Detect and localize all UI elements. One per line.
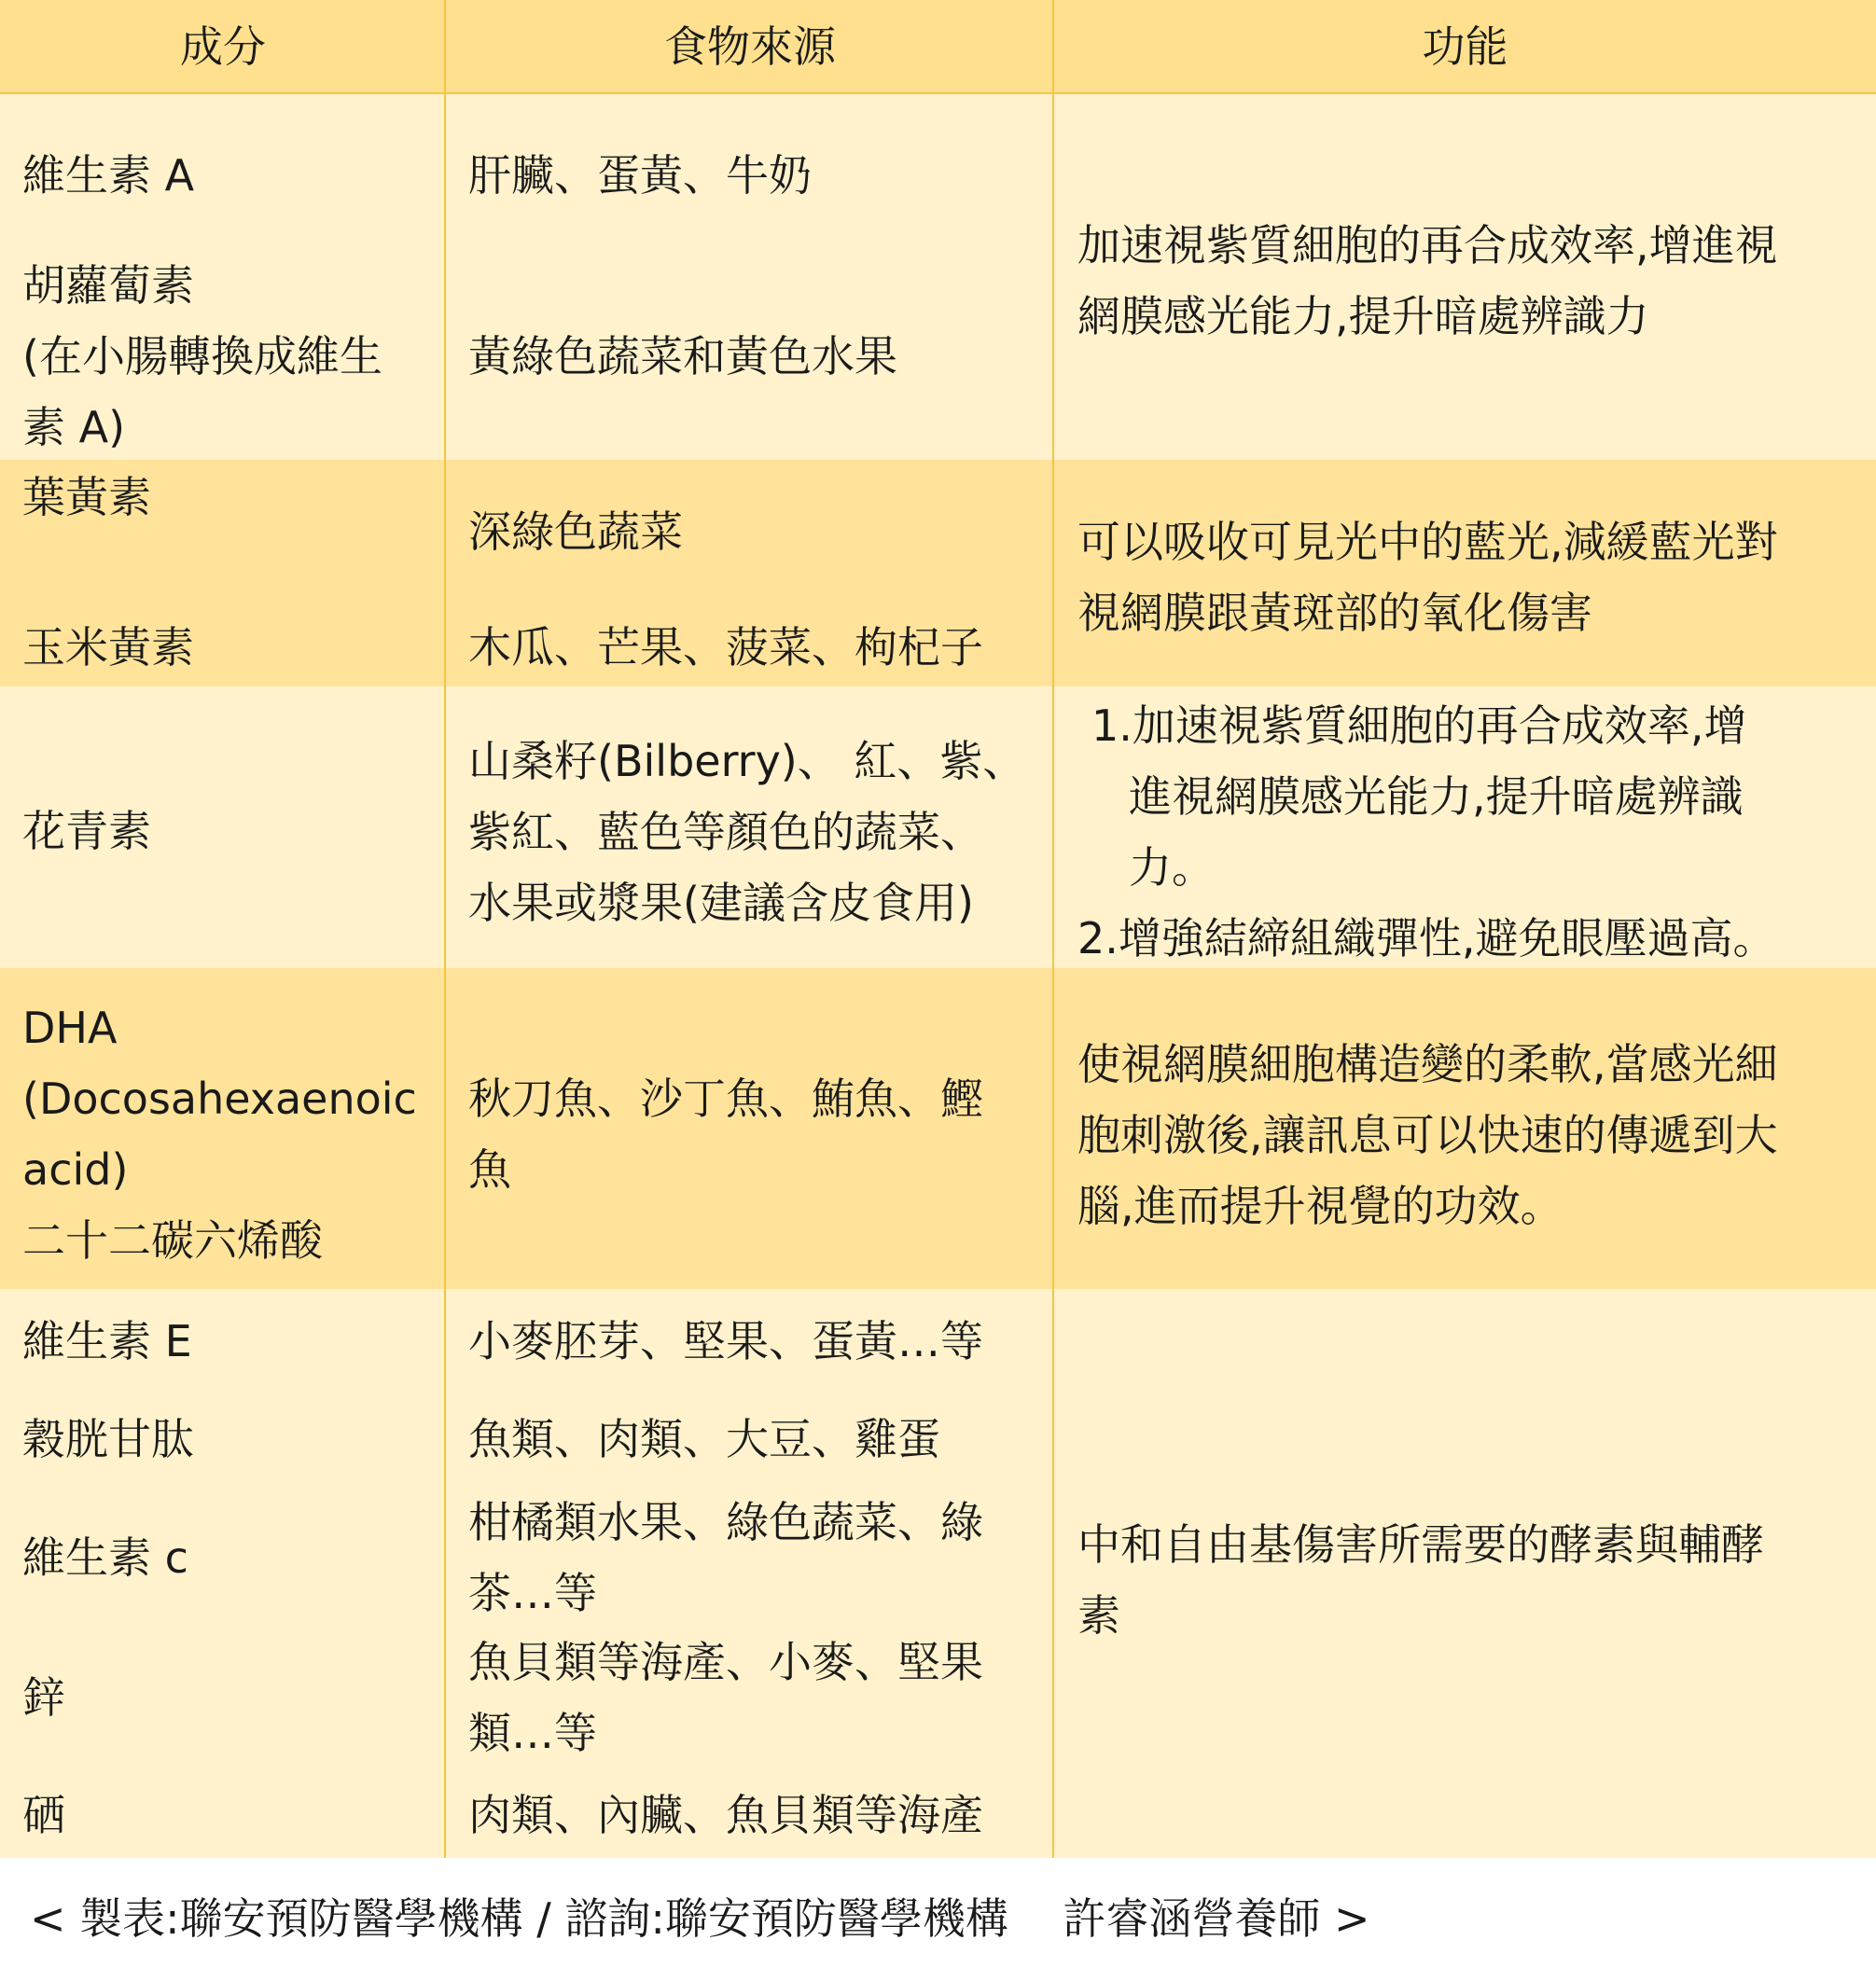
source-cell: 肝臟、蛋黃、牛奶: [468, 150, 812, 201]
function-cell: 網膜感光能力,提升暗處辨識力: [1077, 291, 1649, 341]
source-cell: 水果或漿果(建議含皮食用): [468, 878, 974, 928]
ingredient-cell: 鋅: [22, 1672, 65, 1723]
header-function: 功能: [1054, 0, 1876, 93]
function-cell: 力。: [1129, 842, 1215, 893]
ingredient-cell: 維生素 E: [22, 1316, 192, 1366]
source-cell: 紫紅、藍色等顏色的蔬菜、: [468, 807, 983, 857]
header-ingredient: 成分: [0, 0, 446, 93]
function-cell: 腦,進而提升視覺的功效。: [1077, 1181, 1563, 1231]
source-cell: 魚: [468, 1144, 511, 1195]
column-divider: [444, 0, 446, 1858]
ingredient-cell: DHA: [22, 1003, 118, 1053]
source-cell: 肉類、內臟、魚貝類等海產: [468, 1790, 983, 1840]
ingredient-cell: (在小腸轉換成維生: [22, 331, 382, 381]
function-cell: 中和自由基傷害所需要的酵素與輔酵: [1077, 1519, 1764, 1570]
source-cell: 山桑籽(Bilberry)、 紅、紫、: [468, 736, 1026, 786]
source-cell: 柑橘類水果、綠色蔬菜、綠: [468, 1497, 983, 1547]
source-cell: 類…等: [468, 1708, 597, 1758]
ingredient-cell: 硒: [22, 1790, 65, 1840]
header-divider: [0, 92, 1876, 94]
function-cell: 進視網膜感光能力,提升暗處辨識: [1129, 771, 1744, 822]
ingredient-cell: 胡蘿蔔素: [22, 260, 194, 311]
ingredient-cell: 葉黃素: [22, 472, 151, 522]
ingredient-cell: 素 A): [22, 402, 126, 452]
footer-credit: < 製表:聯安預防醫學機構 / 諮詢:聯安預防醫學機構 許睿涵營養師 >: [30, 1893, 1370, 1944]
source-cell: 小麥胚芽、堅果、蛋黃…等: [468, 1316, 983, 1366]
function-cell: 胞刺激後,讓訊息可以快速的傳遞到大: [1077, 1110, 1778, 1160]
ingredient-cell: 二十二碳六烯酸: [22, 1215, 323, 1266]
source-cell: 深綠色蔬菜: [468, 506, 683, 557]
function-cell: 素: [1077, 1590, 1120, 1641]
ingredient-cell: 花青素: [22, 806, 151, 856]
function-cell: 可以吸收可見光中的藍光,減緩藍光對: [1077, 517, 1778, 567]
column-divider: [1052, 0, 1054, 1858]
function-cell: 視網膜跟黃斑部的氧化傷害: [1077, 588, 1592, 638]
ingredient-cell: 玉米黃素: [22, 622, 194, 672]
source-cell: 黃綠色蔬菜和黃色水果: [468, 331, 897, 381]
ingredient-cell: 穀胱甘肽: [22, 1414, 194, 1464]
source-cell: 木瓜、芒果、菠菜、枸杞子: [468, 622, 983, 672]
function-cell: 加速視紫質細胞的再合成效率,增進視: [1077, 220, 1778, 270]
ingredient-cell: (Docosahexaenoic: [22, 1074, 417, 1124]
function-cell: 使視網膜細胞構造變的柔軟,當感光細: [1077, 1039, 1778, 1089]
header-food-source: 食物來源: [446, 0, 1054, 93]
source-cell: 秋刀魚、沙丁魚、鮪魚、鰹: [468, 1074, 983, 1124]
ingredient-cell: 維生素 A: [22, 150, 195, 201]
ingredient-cell: acid): [22, 1144, 129, 1195]
ingredient-cell: 維生素 c: [22, 1532, 188, 1583]
source-cell: 魚類、肉類、大豆、雞蛋: [468, 1414, 940, 1464]
function-cell: 1.加速視紫質細胞的再合成效率,增: [1091, 700, 1747, 751]
source-cell: 茶…等: [468, 1568, 597, 1618]
function-cell: 2.增強結締組織彈性,避免眼壓過高。: [1077, 913, 1776, 963]
source-cell: 魚貝類等海產、小麥、堅果: [468, 1637, 983, 1687]
